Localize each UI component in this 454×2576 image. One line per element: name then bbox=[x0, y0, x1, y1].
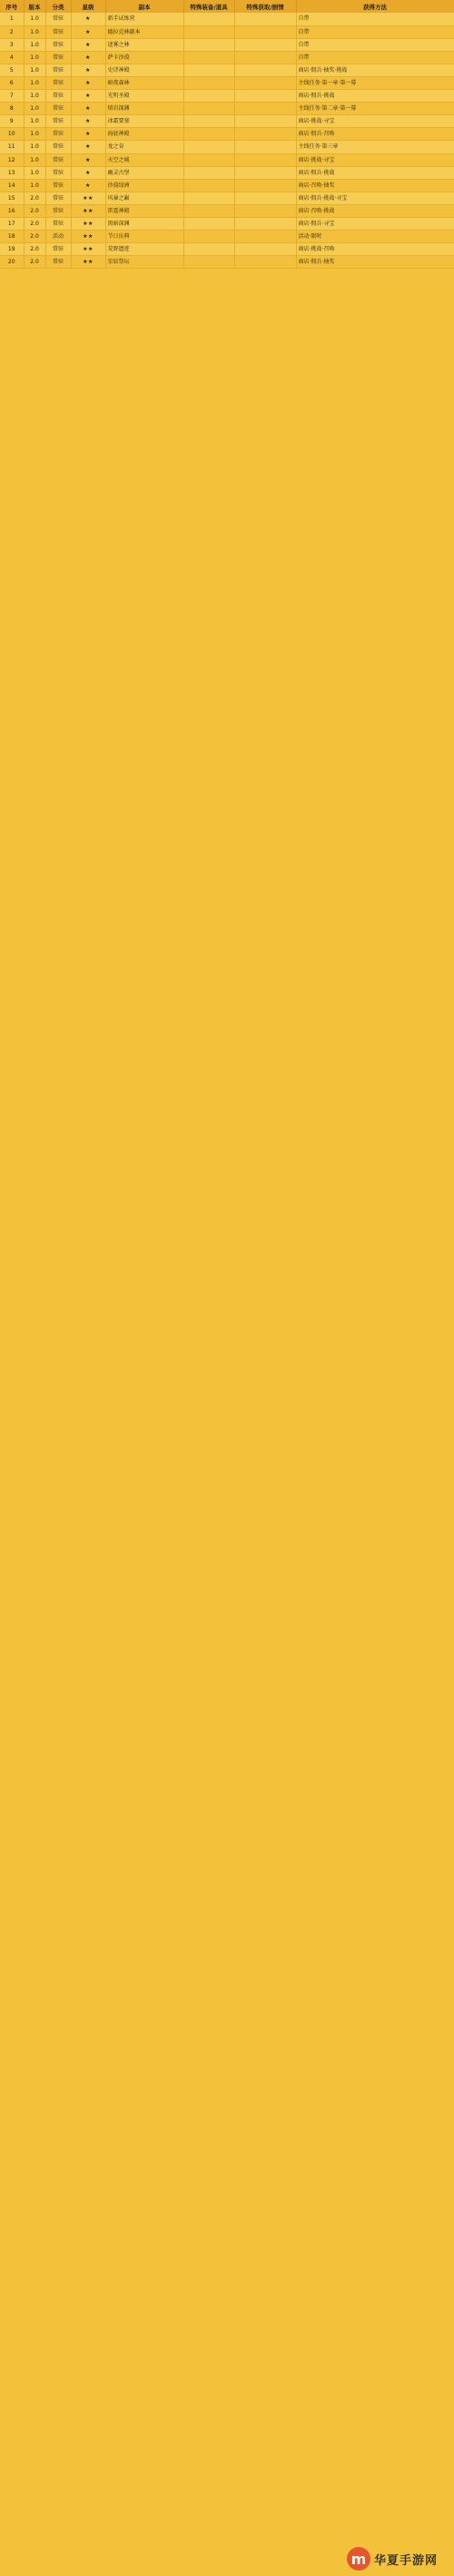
row-stars: ★ bbox=[71, 141, 105, 153]
row-stars: ★ bbox=[71, 115, 105, 128]
row-index: 17 bbox=[0, 218, 24, 231]
row-index: 8 bbox=[0, 103, 24, 115]
column-header: 获得方法 bbox=[296, 0, 454, 13]
row-category: 常驻 bbox=[45, 256, 71, 269]
row-special-item bbox=[183, 38, 234, 51]
row-name: 雷霆神殿 bbox=[105, 204, 183, 217]
row-special-item bbox=[183, 76, 234, 89]
row-special-item bbox=[183, 179, 234, 192]
row-special-source bbox=[234, 204, 296, 217]
row-name: 黑暗深渊 bbox=[105, 218, 183, 231]
row-version: 2.0 bbox=[24, 218, 45, 231]
row-category: 活动 bbox=[45, 231, 71, 243]
column-header: 序号 bbox=[0, 0, 24, 13]
row-method: 自带 bbox=[296, 38, 454, 51]
row-method: 商店·佣兵·挑战 bbox=[296, 90, 454, 103]
row-category: 常驻 bbox=[45, 179, 71, 192]
column-header: 星级 bbox=[71, 0, 105, 13]
row-name: 新手试炼营 bbox=[105, 13, 183, 25]
row-stars: ★ bbox=[71, 128, 105, 141]
row-method: 自带 bbox=[296, 25, 454, 38]
row-special-item bbox=[183, 90, 234, 103]
table-row bbox=[0, 256, 454, 269]
row-stars: ★ bbox=[71, 64, 105, 76]
row-method: 主线任务·第二章·第一幕 bbox=[296, 103, 454, 115]
row-special-source bbox=[234, 179, 296, 192]
row-special-source bbox=[234, 166, 296, 179]
row-category: 常驻 bbox=[45, 243, 71, 256]
row-category: 常驻 bbox=[45, 153, 71, 166]
row-index: 5 bbox=[0, 64, 24, 76]
row-stars: ★★ bbox=[71, 231, 105, 243]
row-version: 1.0 bbox=[24, 179, 45, 192]
row-special-source bbox=[234, 25, 296, 38]
table-row bbox=[0, 64, 454, 76]
row-index: 19 bbox=[0, 243, 24, 256]
row-version: 2.0 bbox=[24, 256, 45, 269]
row-special-item bbox=[183, 192, 234, 204]
row-version: 2.0 bbox=[24, 192, 45, 204]
row-index: 7 bbox=[0, 90, 24, 103]
row-special-source bbox=[234, 218, 296, 231]
row-method: 商店·挑战·召唤 bbox=[296, 243, 454, 256]
row-category: 常驻 bbox=[45, 115, 71, 128]
table-header-row bbox=[0, 0, 454, 13]
row-special-item bbox=[183, 218, 234, 231]
row-method: 主线任务·第三章 bbox=[296, 141, 454, 153]
row-special-source bbox=[234, 51, 296, 64]
row-special-item bbox=[183, 204, 234, 217]
row-index: 12 bbox=[0, 153, 24, 166]
row-name: 冰霜要塞 bbox=[105, 115, 183, 128]
row-version: 1.0 bbox=[24, 115, 45, 128]
column-header: 版本 bbox=[24, 0, 45, 13]
row-name: 荒野遗迹 bbox=[105, 243, 183, 256]
row-stars: ★ bbox=[71, 38, 105, 51]
row-stars: ★ bbox=[71, 25, 105, 38]
row-index: 14 bbox=[0, 179, 24, 192]
row-special-item bbox=[183, 115, 234, 128]
row-name: 光明圣殿 bbox=[105, 90, 183, 103]
row-method: 商店·佣兵·召唤 bbox=[296, 128, 454, 141]
row-special-source bbox=[234, 256, 296, 269]
watermark-logo bbox=[347, 2545, 449, 2572]
table-row bbox=[0, 218, 454, 231]
row-version: 1.0 bbox=[24, 141, 45, 153]
row-index: 3 bbox=[0, 38, 24, 51]
row-special-source bbox=[234, 115, 296, 128]
table-row bbox=[0, 204, 454, 217]
row-special-source bbox=[234, 128, 296, 141]
row-special-item bbox=[183, 256, 234, 269]
table-row bbox=[0, 141, 454, 153]
row-name: 沙漠绿洲 bbox=[105, 179, 183, 192]
table-row bbox=[0, 179, 454, 192]
row-category: 常驻 bbox=[45, 128, 71, 141]
row-method: 活动·限时 bbox=[296, 231, 454, 243]
row-special-source bbox=[234, 76, 296, 89]
table-row bbox=[0, 38, 454, 51]
row-index: 20 bbox=[0, 256, 24, 269]
row-special-item bbox=[183, 13, 234, 25]
row-name: 迷雾之林 bbox=[105, 38, 183, 51]
row-version: 1.0 bbox=[24, 76, 45, 89]
row-version: 2.0 bbox=[24, 231, 45, 243]
table-row bbox=[0, 231, 454, 243]
row-stars: ★ bbox=[71, 179, 105, 192]
row-method: 商店·挑战·寻宝 bbox=[296, 115, 454, 128]
row-special-source bbox=[234, 103, 296, 115]
row-index: 10 bbox=[0, 128, 24, 141]
table-row bbox=[0, 51, 454, 64]
row-stars: ★ bbox=[71, 13, 105, 25]
column-header: 副本 bbox=[105, 0, 183, 13]
row-special-item bbox=[183, 153, 234, 166]
row-category: 常驻 bbox=[45, 218, 71, 231]
row-category: 常驻 bbox=[45, 13, 71, 25]
row-version: 2.0 bbox=[24, 243, 45, 256]
row-stars: ★★ bbox=[71, 192, 105, 204]
row-special-source bbox=[234, 90, 296, 103]
row-index: 2 bbox=[0, 25, 24, 38]
row-stars: ★ bbox=[71, 166, 105, 179]
row-version: 1.0 bbox=[24, 103, 45, 115]
row-stars: ★ bbox=[71, 103, 105, 115]
row-name: 龙之谷 bbox=[105, 141, 183, 153]
row-special-source bbox=[234, 141, 296, 153]
column-header: 特殊装备/道具 bbox=[183, 0, 234, 13]
row-index: 18 bbox=[0, 231, 24, 243]
row-category: 常驻 bbox=[45, 76, 71, 89]
column-header: 分类 bbox=[45, 0, 71, 13]
row-special-item bbox=[183, 128, 234, 141]
row-category: 常驻 bbox=[45, 141, 71, 153]
row-special-item bbox=[183, 25, 234, 38]
table-row bbox=[0, 13, 454, 25]
row-category: 常驻 bbox=[45, 166, 71, 179]
row-name: 星辰祭坛 bbox=[105, 256, 183, 269]
row-special-item bbox=[183, 103, 234, 115]
row-special-source bbox=[234, 192, 296, 204]
table-row bbox=[0, 76, 454, 89]
row-index: 13 bbox=[0, 166, 24, 179]
row-version: 1.0 bbox=[24, 51, 45, 64]
row-special-source bbox=[234, 64, 296, 76]
row-version: 1.0 bbox=[24, 128, 45, 141]
row-special-item bbox=[183, 141, 234, 153]
table-row bbox=[0, 153, 454, 166]
row-category: 常驻 bbox=[45, 204, 71, 217]
row-version: 2.0 bbox=[24, 204, 45, 217]
table-row bbox=[0, 243, 454, 256]
row-index: 6 bbox=[0, 76, 24, 89]
row-stars: ★ bbox=[71, 153, 105, 166]
row-stars: ★★ bbox=[71, 256, 105, 269]
watermark-text: 华夏手游网 bbox=[374, 2553, 439, 2568]
table-row bbox=[0, 103, 454, 115]
table-row bbox=[0, 25, 454, 38]
row-stars: ★ bbox=[71, 90, 105, 103]
row-index: 16 bbox=[0, 204, 24, 217]
row-name: 天空之城 bbox=[105, 153, 183, 166]
row-stars: ★ bbox=[71, 51, 105, 64]
row-method: 自带 bbox=[296, 51, 454, 64]
row-method: 自带 bbox=[296, 13, 454, 25]
row-version: 1.0 bbox=[24, 153, 45, 166]
row-index: 11 bbox=[0, 141, 24, 153]
row-version: 1.0 bbox=[24, 90, 45, 103]
row-stars: ★★ bbox=[71, 218, 105, 231]
row-name: 暗夜森林 bbox=[105, 76, 183, 89]
column-header: 特殊获取/剧情 bbox=[234, 0, 296, 13]
row-method: 商店·佣兵·抽奖·挑战 bbox=[296, 64, 454, 76]
row-category: 常驻 bbox=[45, 64, 71, 76]
row-special-item bbox=[183, 243, 234, 256]
row-version: 1.0 bbox=[24, 166, 45, 179]
row-category: 常驻 bbox=[45, 51, 71, 64]
table-row bbox=[0, 128, 454, 141]
row-name: 幽灵古堡 bbox=[105, 166, 183, 179]
row-version: 1.0 bbox=[24, 64, 45, 76]
row-method: 主线任务·第一章·第一幕 bbox=[296, 76, 454, 89]
row-special-source bbox=[234, 38, 296, 51]
row-index: 9 bbox=[0, 115, 24, 128]
row-special-source bbox=[234, 231, 296, 243]
table-row bbox=[0, 192, 454, 204]
row-stars: ★ bbox=[71, 76, 105, 89]
row-version: 1.0 bbox=[24, 38, 45, 51]
row-method: 商店·佣兵·挑战·寻宝 bbox=[296, 192, 454, 204]
row-category: 常驻 bbox=[45, 103, 71, 115]
row-name: 风暴之巅 bbox=[105, 192, 183, 204]
table-row bbox=[0, 115, 454, 128]
watermark-mark: m bbox=[347, 2547, 370, 2571]
table-row bbox=[0, 166, 454, 179]
row-index: 15 bbox=[0, 192, 24, 204]
row-version: 1.0 bbox=[24, 25, 45, 38]
row-name: 萨卡沙漠 bbox=[105, 51, 183, 64]
row-stars: ★★ bbox=[71, 204, 105, 217]
row-special-item bbox=[183, 51, 234, 64]
row-method: 商店·召唤·挑战 bbox=[296, 204, 454, 217]
row-method: 商店·佣兵·挑战 bbox=[296, 166, 454, 179]
row-category: 常驻 bbox=[45, 38, 71, 51]
row-name: 德拉克林副本 bbox=[105, 25, 183, 38]
row-name: 史诗神殿 bbox=[105, 64, 183, 76]
row-name: 熔岩深渊 bbox=[105, 103, 183, 115]
row-method: 商店·召唤·抽奖 bbox=[296, 179, 454, 192]
row-category: 常驻 bbox=[45, 25, 71, 38]
row-special-item bbox=[183, 166, 234, 179]
row-special-item bbox=[183, 64, 234, 76]
row-method: 商店·挑战·寻宝 bbox=[296, 153, 454, 166]
row-index: 4 bbox=[0, 51, 24, 64]
row-category: 常驻 bbox=[45, 90, 71, 103]
row-special-source bbox=[234, 13, 296, 25]
row-special-item bbox=[183, 231, 234, 243]
row-method: 商店·佣兵·抽奖 bbox=[296, 256, 454, 269]
item-table bbox=[0, 0, 454, 269]
row-special-source bbox=[234, 243, 296, 256]
row-category: 常驻 bbox=[45, 192, 71, 204]
row-method: 商店·佣兵·寻宝 bbox=[296, 218, 454, 231]
row-name: 节日庆典 bbox=[105, 231, 183, 243]
row-stars: ★★ bbox=[71, 243, 105, 256]
row-name: 海底神殿 bbox=[105, 128, 183, 141]
table-row bbox=[0, 90, 454, 103]
row-index: 1 bbox=[0, 13, 24, 25]
row-version: 1.0 bbox=[24, 13, 45, 25]
row-special-source bbox=[234, 153, 296, 166]
